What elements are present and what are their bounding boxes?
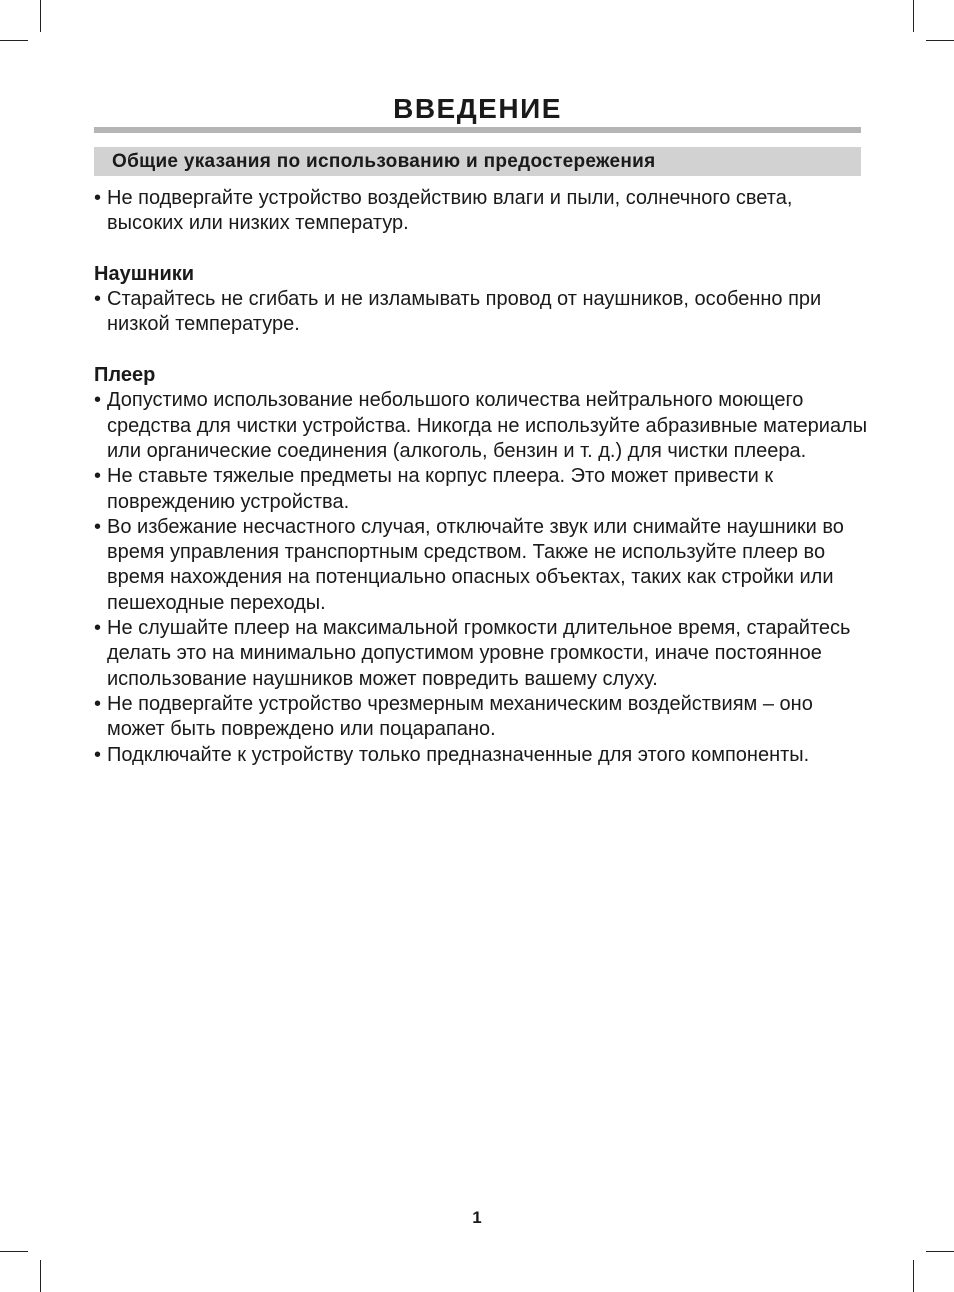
list-item-text: Допустимо использование небольшого количества нейтрального моющего средства для чистки устройства. Никогда не используйте абразивные материалы или органические соединения (алкоголь, бензин и т. д.) для чистки плеера.: [107, 389, 868, 462]
crop-mark: [913, 0, 914, 32]
list-item-text: Не подвергайте устройство чрезмерным механическим воздействиям – оно может быть повреждено или поцарапано.: [107, 692, 813, 741]
crop-mark: [40, 1260, 41, 1292]
list-item-text: Во избежание несчастного случая, отключайте звук или снимайте наушники во время управления транспортным средством. Также не используйте плеер во время нахождения на потенциально опасных объектах, таких как стройки или пешеходные переходы.: [107, 515, 844, 614]
list-item: [94, 287, 874, 338]
list-item-text: Не подвергайте устройство воздействию влаги и пыли, солнечного света, высоких или низких температур.: [107, 187, 793, 235]
list-item-text: Не слушайте плеер на максимальной громкости длительное время, старайтесь делать это на минимально допустимом уровне громкости, иначе постоянное использование наушников может повредить вашему слуху.: [107, 617, 851, 690]
list-item: [94, 186, 874, 237]
bullet: •: [94, 465, 102, 488]
list-item-text: Не ставьте тяжелые предметы на корпус плеера. Это может привести к повреждению устройства.: [107, 465, 774, 513]
bullet: •: [94, 515, 102, 538]
bullet: •: [94, 187, 102, 209]
player-list: [94, 388, 874, 767]
list-item-text: Подключайте к устройству только предназначенные для этого компоненты.: [107, 743, 810, 766]
crop-mark: [926, 1251, 954, 1252]
title-rule: [94, 127, 861, 133]
bullet: •: [94, 617, 102, 640]
list-item: [94, 616, 874, 692]
bullet: •: [94, 692, 102, 715]
list-item: [94, 515, 874, 616]
crop-mark: [913, 1260, 914, 1292]
page-title: ВВЕДЕНИЕ: [393, 93, 562, 124]
list-item: [94, 692, 874, 743]
subheading-headphones: Наушники: [94, 262, 195, 285]
list-item-text: Старайтесь не сгибать и не изламывать провод от наушников, особенно при низкой температуре.: [107, 288, 822, 336]
crop-mark: [0, 40, 28, 41]
crop-mark: [40, 0, 41, 32]
crop-mark: [0, 1251, 28, 1252]
list-item: [94, 464, 874, 515]
list-item: [94, 388, 874, 464]
bullet: •: [94, 389, 102, 412]
crop-mark: [926, 40, 954, 41]
subheading-player: Плеер: [94, 364, 156, 387]
list-item: [94, 743, 874, 768]
general-list: [94, 186, 874, 237]
bullet: •: [94, 743, 102, 766]
document-body: [94, 186, 874, 768]
page-number: 1: [472, 1208, 482, 1227]
bullet: •: [94, 288, 102, 311]
headphones-list: [94, 287, 874, 338]
section-heading: Общие указания по использованию и предостережения: [94, 147, 861, 176]
